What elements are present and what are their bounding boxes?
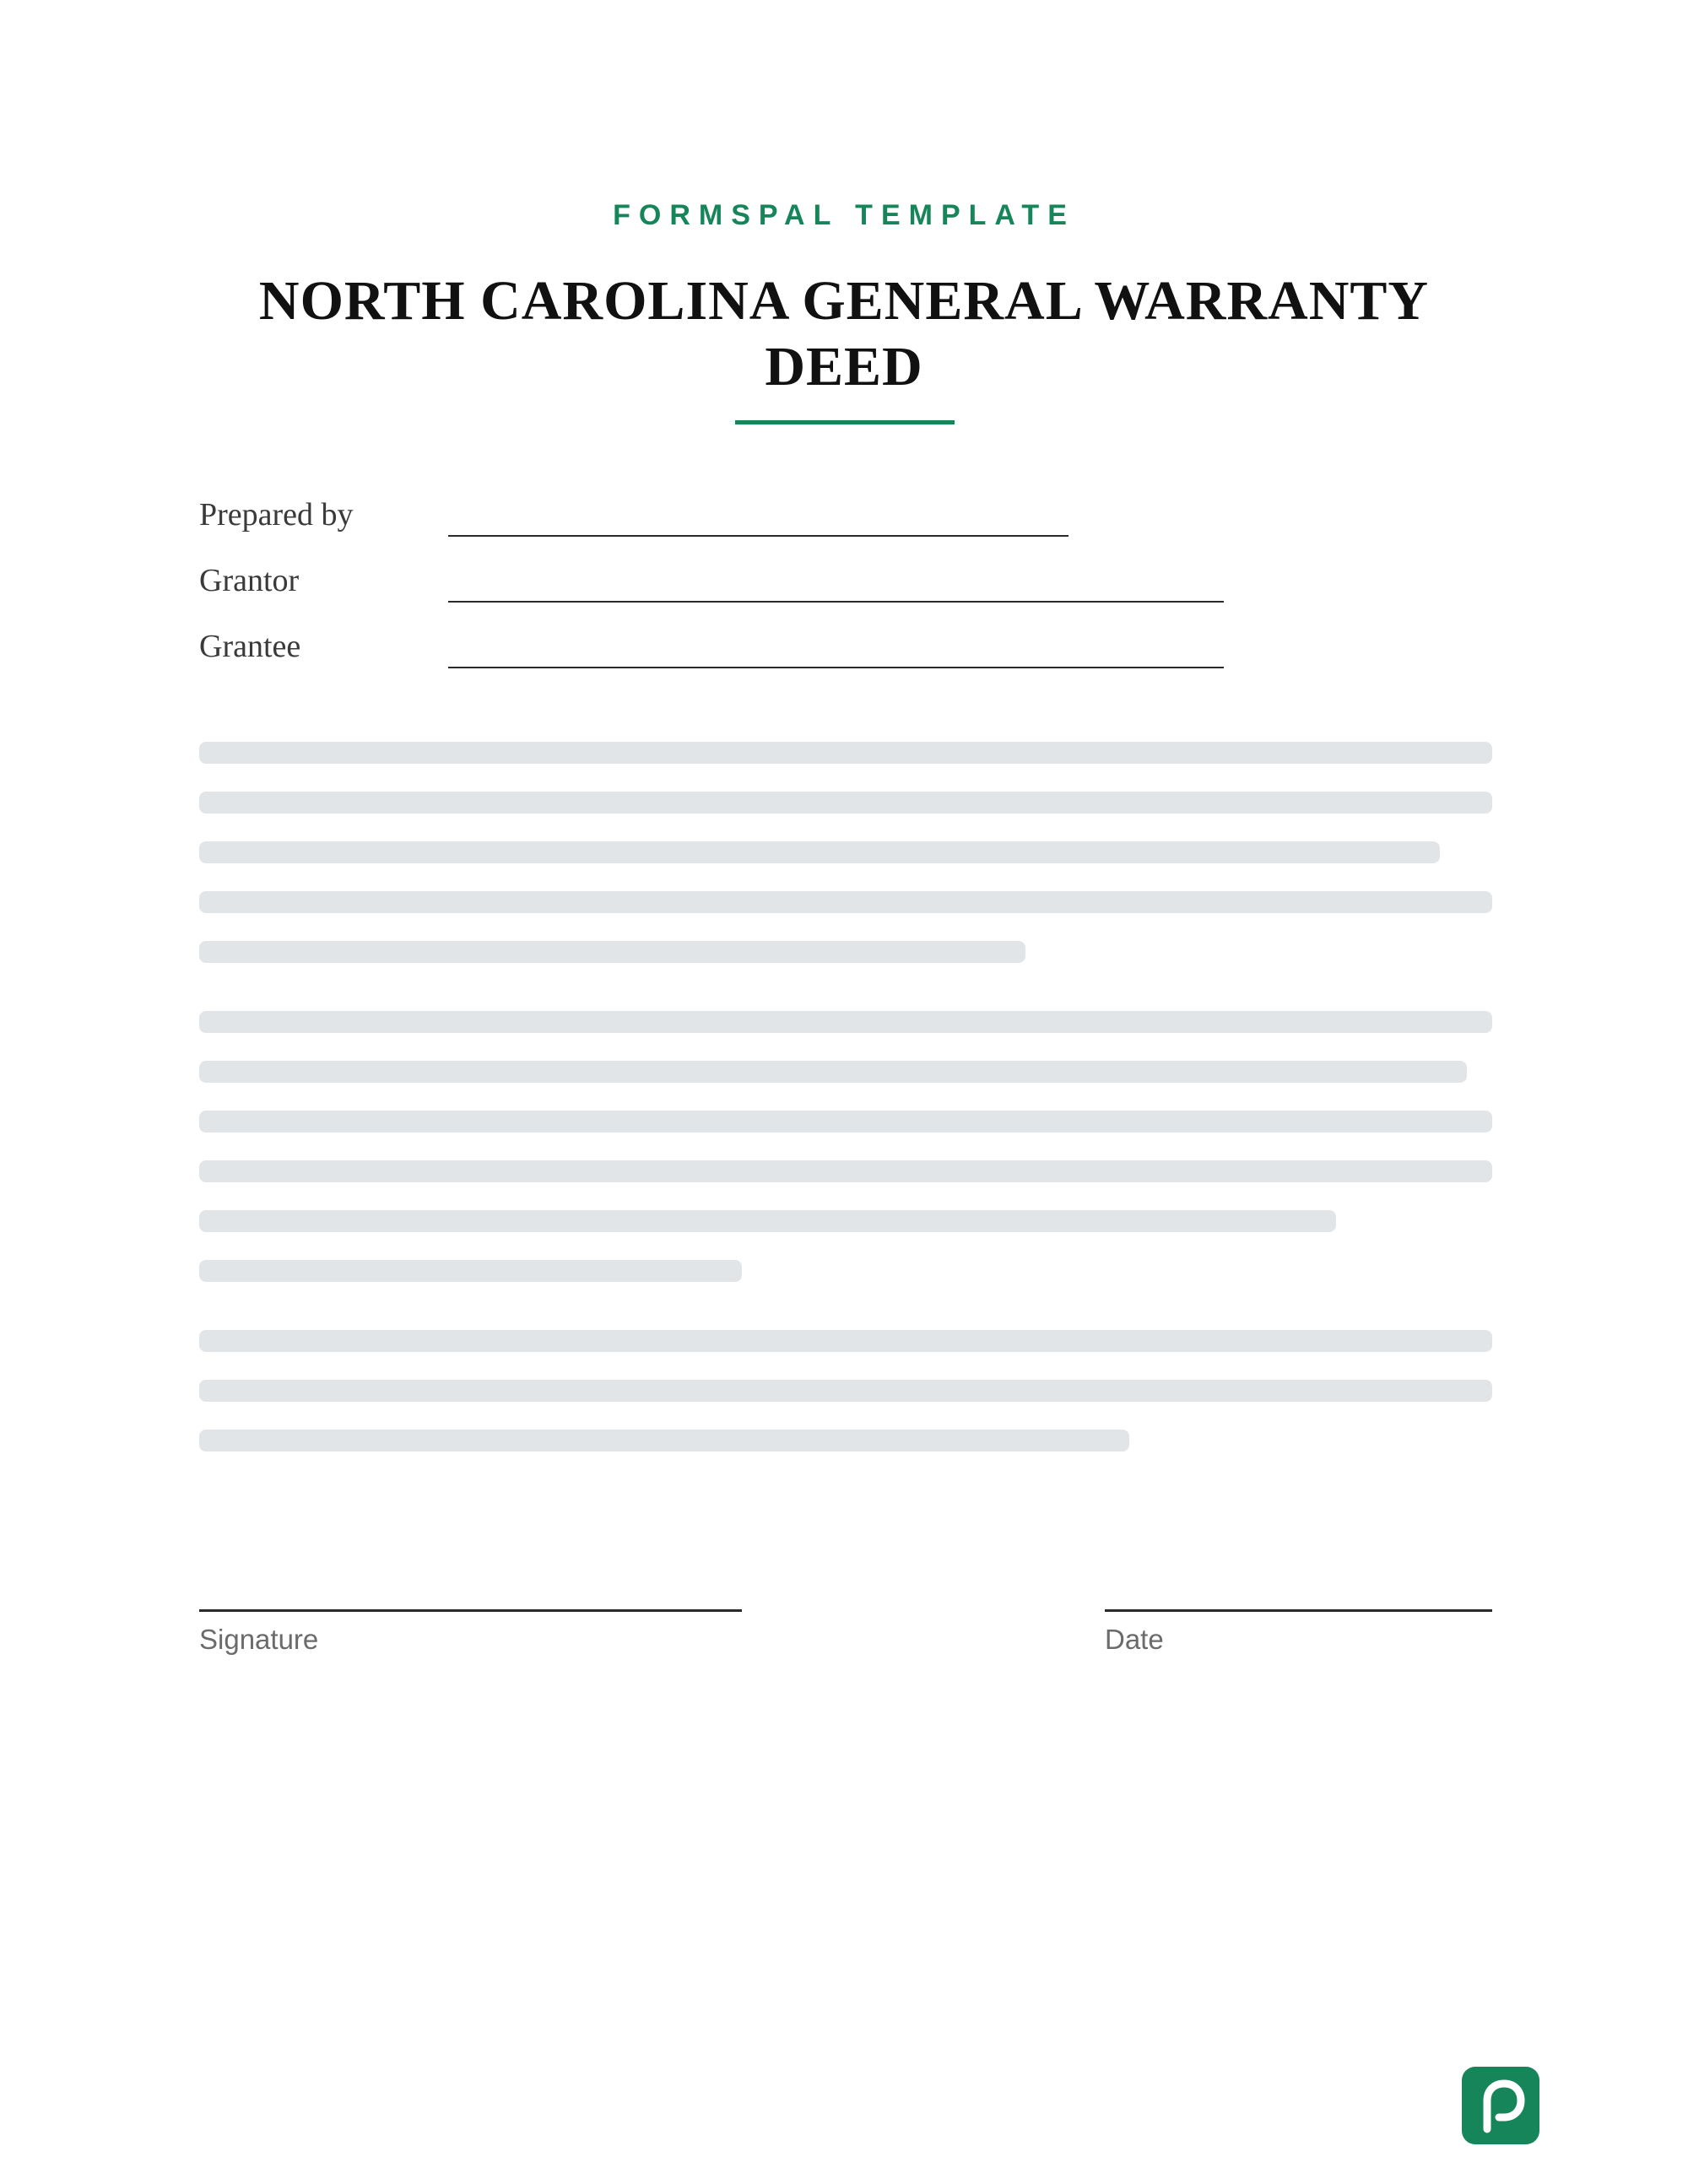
grantee-input-line[interactable]	[448, 667, 1224, 668]
text-placeholder-bar	[199, 891, 1492, 913]
grantor-input-line[interactable]	[448, 601, 1224, 603]
document-title: NORTH CAROLINA GENERAL WARRANTY DEED	[258, 270, 1430, 397]
date-line[interactable]	[1105, 1609, 1492, 1612]
grantor-label: Grantor	[199, 563, 300, 598]
formspal-logo-glyph	[1462, 2067, 1539, 2144]
text-placeholder-bar	[199, 742, 1492, 764]
text-placeholder-bar	[199, 841, 1440, 863]
grantee-label: Grantee	[199, 629, 301, 664]
text-placeholder-bar	[199, 1430, 1129, 1451]
text-placeholder-bar	[199, 1061, 1467, 1083]
text-placeholder-bar	[199, 1160, 1492, 1182]
text-placeholder-bar	[199, 792, 1492, 814]
text-placeholder-bar	[199, 941, 1025, 963]
text-placeholder-bar	[199, 1011, 1492, 1033]
template-eyebrow: FORMSPAL TEMPLATE	[613, 199, 1075, 231]
title-underline	[735, 420, 955, 424]
text-placeholder-bar	[199, 1330, 1492, 1352]
text-placeholder-bar	[199, 1210, 1336, 1232]
prepared-by-input-line[interactable]	[448, 535, 1069, 537]
signature-label: Signature	[199, 1624, 319, 1655]
text-placeholder-bar	[199, 1111, 1492, 1133]
text-placeholder-bar	[199, 1380, 1492, 1402]
signature-line[interactable]	[199, 1609, 742, 1612]
date-label: Date	[1105, 1624, 1164, 1655]
text-placeholder-bar	[199, 1260, 742, 1282]
formspal-logo-icon	[1462, 2067, 1539, 2144]
prepared-by-label: Prepared by	[199, 497, 354, 532]
